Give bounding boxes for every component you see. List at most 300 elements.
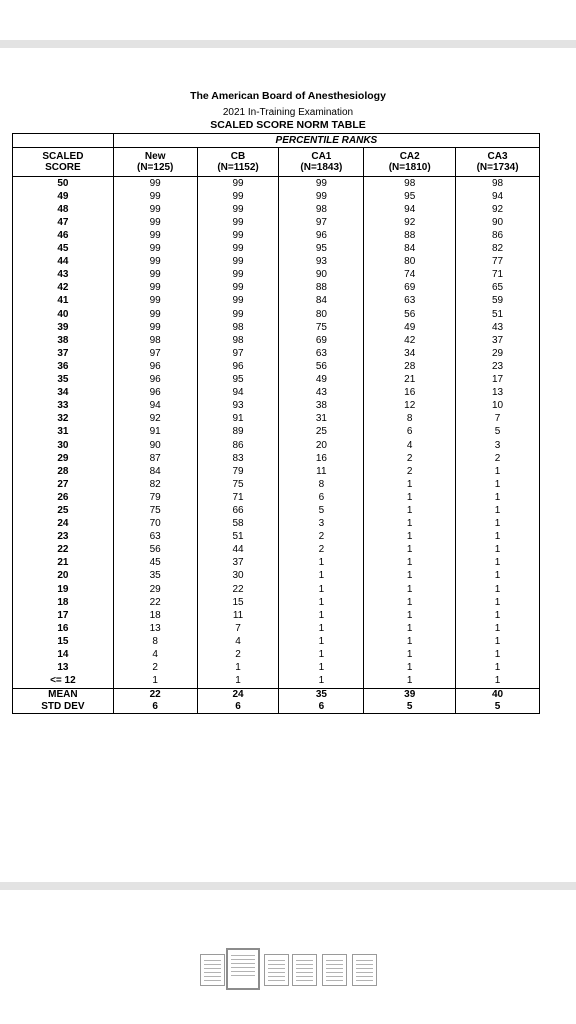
table-row — [13, 413, 540, 426]
percentile-cell: 44 — [197, 544, 279, 557]
percentile-cell: 82 — [113, 478, 197, 491]
table-row — [13, 557, 540, 570]
percentile-cell: 93 — [197, 400, 279, 413]
percentile-cell: 1 — [364, 635, 456, 648]
std-dev-row — [13, 701, 540, 714]
percentile-cell: 37 — [456, 334, 540, 347]
table-row — [13, 190, 540, 203]
percentile-cell: 1 — [364, 544, 456, 557]
percentile-cell: 99 — [113, 308, 197, 321]
scaled-score-cell: 28 — [13, 465, 114, 478]
mean-cell: 24 — [197, 688, 279, 701]
percentile-cell: 1 — [279, 570, 364, 583]
percentile-cell: 99 — [279, 177, 364, 191]
percentile-cell: 92 — [364, 216, 456, 229]
percentile-cell: 98 — [113, 334, 197, 347]
page-thumbnail[interactable] — [352, 954, 377, 986]
percentile-cell: 99 — [113, 190, 197, 203]
percentile-cell: 92 — [456, 203, 540, 216]
table-row — [13, 544, 540, 557]
column-header-count: (N=125) — [136, 162, 174, 174]
percentile-cell: 49 — [279, 374, 364, 387]
percentile-cell: 99 — [113, 203, 197, 216]
percentile-cell: 2 — [364, 465, 456, 478]
percentile-cell: 34 — [364, 347, 456, 360]
std-dev-cell: STD DEV — [13, 701, 114, 714]
percentile-cell: 90 — [279, 269, 364, 282]
column-header-2 — [197, 148, 279, 177]
percentile-cell: 35 — [113, 570, 197, 583]
page-thumbnail[interactable] — [264, 954, 289, 986]
percentile-cell: 1 — [364, 531, 456, 544]
scaled-score-cell: 21 — [13, 557, 114, 570]
percentile-cell: 17 — [456, 374, 540, 387]
percentile-cell: 83 — [197, 452, 279, 465]
scaled-score-cell: 38 — [13, 334, 114, 347]
percentile-cell: 97 — [279, 216, 364, 229]
percentile-cell: 38 — [279, 400, 364, 413]
percentile-cell: 1 — [364, 583, 456, 596]
page-thumbnail[interactable] — [226, 948, 260, 990]
table-row — [13, 583, 540, 596]
table-row — [13, 439, 540, 452]
std-dev-cell: 6 — [279, 701, 364, 714]
percentile-cell: 18 — [113, 609, 197, 622]
bottom-divider — [0, 882, 576, 890]
percentile-cell: 10 — [456, 400, 540, 413]
table-row — [13, 243, 540, 256]
percentile-cell: 49 — [364, 321, 456, 334]
scaled-score-cell: 45 — [13, 243, 114, 256]
percentile-cell: 71 — [456, 269, 540, 282]
percentile-cell: 1 — [456, 478, 540, 491]
percentile-cell: 16 — [364, 387, 456, 400]
column-header-name: CA2 — [399, 151, 420, 163]
percentile-cell: 1 — [364, 609, 456, 622]
table-row — [13, 622, 540, 635]
percentile-cell: 86 — [197, 439, 279, 452]
percentile-cell: 3 — [456, 439, 540, 452]
scaled-score-cell: 37 — [13, 347, 114, 360]
percentile-cell: 25 — [279, 426, 364, 439]
percentile-cell: 96 — [113, 374, 197, 387]
percentile-cell: 3 — [279, 518, 364, 531]
percentile-cell: 11 — [279, 465, 364, 478]
scaled-score-cell: 34 — [13, 387, 114, 400]
percentile-cell: 1 — [364, 675, 456, 689]
percentile-cell: 2 — [279, 544, 364, 557]
table-row — [13, 504, 540, 517]
percentile-cell: 94 — [113, 400, 197, 413]
table-row — [13, 203, 540, 216]
table-row — [13, 295, 540, 308]
scaled-score-cell: 16 — [13, 622, 114, 635]
scaled-score-cell: 35 — [13, 374, 114, 387]
percentile-cell: 42 — [364, 334, 456, 347]
percentile-cell: 1 — [456, 504, 540, 517]
percentile-cell: 15 — [197, 596, 279, 609]
percentile-cell: 1 — [456, 662, 540, 675]
column-header-0 — [13, 148, 114, 177]
percentile-cell: 1 — [364, 648, 456, 661]
percentile-cell: 30 — [197, 570, 279, 583]
table-row — [13, 308, 540, 321]
scaled-score-cell: 36 — [13, 360, 114, 373]
percentile-cell: 1 — [279, 675, 364, 689]
page-thumbnail[interactable] — [200, 954, 225, 986]
percentile-cell: 91 — [197, 413, 279, 426]
percentile-cell: 1 — [456, 465, 540, 478]
percentile-cell: 99 — [197, 308, 279, 321]
percentile-cell: 71 — [197, 491, 279, 504]
percentile-cell: 16 — [279, 452, 364, 465]
percentile-cell: 51 — [197, 531, 279, 544]
percentile-cell: 92 — [113, 413, 197, 426]
table-row — [13, 609, 540, 622]
percentile-cell: 37 — [197, 557, 279, 570]
percentile-cell: 63 — [364, 295, 456, 308]
percentile-cell: 1 — [364, 557, 456, 570]
percentile-cell: 1 — [456, 648, 540, 661]
column-header-count: (N=1843) — [300, 162, 343, 174]
table-row — [13, 465, 540, 478]
percentile-cell: 69 — [279, 334, 364, 347]
percentile-cell: 90 — [113, 439, 197, 452]
percentile-cell: 1 — [364, 504, 456, 517]
percentile-cell: 1 — [279, 648, 364, 661]
table-row — [13, 177, 540, 191]
percentile-cell: 2 — [279, 531, 364, 544]
percentile-cell: 99 — [197, 282, 279, 295]
percentile-cell: 1 — [456, 491, 540, 504]
norm-table — [12, 133, 540, 714]
percentile-cell: 99 — [197, 256, 279, 269]
table-row — [13, 269, 540, 282]
scaled-score-cell: 15 — [13, 635, 114, 648]
scaled-score-cell: 33 — [13, 400, 114, 413]
percentile-cell: 63 — [113, 531, 197, 544]
scaled-score-cell: 25 — [13, 504, 114, 517]
scaled-score-cell: 23 — [13, 531, 114, 544]
percentile-cell: 13 — [456, 387, 540, 400]
org-title: The American Board of Anesthesiology — [190, 90, 386, 102]
corner-cell — [13, 134, 114, 148]
percentile-cell: 99 — [279, 190, 364, 203]
document-header — [0, 89, 576, 132]
scaled-score-cell: 50 — [13, 177, 114, 191]
percentile-cell: 99 — [113, 177, 197, 191]
percentile-cell: 4 — [197, 635, 279, 648]
percentile-cell: 99 — [197, 177, 279, 191]
percentile-cell: 86 — [456, 229, 540, 242]
percentile-cell: 99 — [197, 190, 279, 203]
percentile-cell: 99 — [113, 243, 197, 256]
scaled-score-cell: 14 — [13, 648, 114, 661]
table-row — [13, 531, 540, 544]
percentile-cell: 5 — [456, 426, 540, 439]
scaled-score-cell: 48 — [13, 203, 114, 216]
scaled-score-cell: 24 — [13, 518, 114, 531]
percentile-cell: 99 — [113, 229, 197, 242]
table-row — [13, 282, 540, 295]
percentile-cell: 7 — [456, 413, 540, 426]
percentile-ranks-header: PERCENTILE RANKS — [113, 134, 539, 148]
percentile-cell: 99 — [197, 203, 279, 216]
table-row — [13, 374, 540, 387]
percentile-cell: 1 — [456, 596, 540, 609]
percentile-cell: 20 — [279, 439, 364, 452]
scaled-score-cell: 40 — [13, 308, 114, 321]
table-row — [13, 216, 540, 229]
percentile-cell: 98 — [197, 321, 279, 334]
top-bar — [0, 0, 576, 40]
table-row — [13, 256, 540, 269]
percentile-cell: 31 — [279, 413, 364, 426]
column-header-count: (N=1734) — [476, 162, 519, 174]
percentile-cell: 51 — [456, 308, 540, 321]
percentile-cell: 75 — [113, 504, 197, 517]
percentile-cell: 89 — [197, 426, 279, 439]
percentile-cell: 43 — [279, 387, 364, 400]
table-row — [13, 347, 540, 360]
scaled-score-cell: 39 — [13, 321, 114, 334]
column-header-4 — [364, 148, 456, 177]
percentile-cell: 1 — [197, 675, 279, 689]
scaled-score-cell: <= 12 — [13, 675, 114, 689]
percentile-cell: 99 — [113, 295, 197, 308]
percentile-cell: 66 — [197, 504, 279, 517]
percentile-cell: 75 — [279, 321, 364, 334]
percentile-cell: 1 — [279, 635, 364, 648]
percentile-cell: 97 — [113, 347, 197, 360]
percentile-cell: 1 — [456, 531, 540, 544]
scaled-score-cell: 19 — [13, 583, 114, 596]
percentile-cell: 99 — [197, 295, 279, 308]
percentile-cell: 1 — [456, 609, 540, 622]
percentile-cell: 63 — [279, 347, 364, 360]
table-row — [13, 675, 540, 689]
mean-cell: 39 — [364, 688, 456, 701]
percentile-cell: 1 — [364, 478, 456, 491]
percentile-cell: 1 — [279, 609, 364, 622]
mean-row — [13, 688, 540, 701]
percentile-cell: 1 — [456, 570, 540, 583]
percentile-cell: 8 — [279, 478, 364, 491]
scaled-score-cell: 31 — [13, 426, 114, 439]
percentile-cell: 1 — [279, 596, 364, 609]
percentile-cell: 99 — [113, 321, 197, 334]
table-row — [13, 360, 540, 373]
percentile-cell: 4 — [113, 648, 197, 661]
scaled-score-cell: 17 — [13, 609, 114, 622]
percentile-cell: 2 — [456, 452, 540, 465]
percentile-cell: 95 — [197, 374, 279, 387]
table-row — [13, 648, 540, 661]
percentile-cell: 1 — [456, 518, 540, 531]
column-header-count: SCORE — [45, 162, 81, 174]
percentile-cell: 88 — [364, 229, 456, 242]
scaled-score-cell: 46 — [13, 229, 114, 242]
scaled-score-cell: 32 — [13, 413, 114, 426]
percentile-cell: 84 — [113, 465, 197, 478]
percentile-cell: 8 — [364, 413, 456, 426]
percentile-cell: 96 — [113, 360, 197, 373]
column-header-name: CA1 — [311, 151, 332, 163]
table-row — [13, 452, 540, 465]
percentile-cell: 58 — [197, 518, 279, 531]
percentile-cell: 59 — [456, 295, 540, 308]
std-dev-cell: 6 — [197, 701, 279, 714]
percentile-cell: 69 — [364, 282, 456, 295]
percentile-cell: 98 — [279, 203, 364, 216]
percentile-cell: 99 — [113, 216, 197, 229]
percentile-cell: 1 — [364, 622, 456, 635]
percentile-cell: 90 — [456, 216, 540, 229]
table-row — [13, 400, 540, 413]
table-row — [13, 426, 540, 439]
percentile-cell: 28 — [364, 360, 456, 373]
table-row — [13, 334, 540, 347]
percentile-cell: 1 — [197, 662, 279, 675]
std-dev-cell: 6 — [113, 701, 197, 714]
percentile-cell: 75 — [197, 478, 279, 491]
table-row — [13, 518, 540, 531]
percentile-cell: 1 — [364, 518, 456, 531]
percentile-cell: 11 — [197, 609, 279, 622]
percentile-cell: 79 — [113, 491, 197, 504]
percentile-cell: 94 — [197, 387, 279, 400]
percentile-cell: 4 — [364, 439, 456, 452]
percentile-cell: 99 — [113, 282, 197, 295]
percentile-cell: 80 — [279, 308, 364, 321]
percentile-cell: 1 — [364, 491, 456, 504]
column-header-name: New — [144, 151, 166, 163]
percentile-cell: 7 — [197, 622, 279, 635]
scaled-score-cell: 43 — [13, 269, 114, 282]
percentile-cell: 21 — [364, 374, 456, 387]
percentile-cell: 65 — [456, 282, 540, 295]
table-row — [13, 387, 540, 400]
percentile-cell: 94 — [364, 203, 456, 216]
percentile-cell: 94 — [456, 190, 540, 203]
percentile-cell: 99 — [113, 256, 197, 269]
scaled-score-cell: 13 — [13, 662, 114, 675]
percentile-cell: 5 — [279, 504, 364, 517]
percentile-cell: 56 — [279, 360, 364, 373]
percentile-cell: 1 — [279, 622, 364, 635]
percentile-cell: 87 — [113, 452, 197, 465]
scaled-score-cell: 30 — [13, 439, 114, 452]
percentile-cell: 43 — [456, 321, 540, 334]
percentile-cell: 1 — [364, 570, 456, 583]
percentile-cell: 96 — [279, 229, 364, 242]
percentile-cell: 1 — [456, 622, 540, 635]
table-row — [13, 478, 540, 491]
percentile-cell: 79 — [197, 465, 279, 478]
percentile-cell: 1 — [279, 662, 364, 675]
percentile-cell: 56 — [113, 544, 197, 557]
percentile-cell: 22 — [197, 583, 279, 596]
percentile-cell: 1 — [279, 583, 364, 596]
percentile-cell: 99 — [197, 229, 279, 242]
percentile-cell: 45 — [113, 557, 197, 570]
percentile-cell: 1 — [456, 557, 540, 570]
percentile-cell: 1 — [364, 596, 456, 609]
table-row — [13, 321, 540, 334]
column-header-count: (N=1810) — [388, 162, 431, 174]
page-thumbnail[interactable] — [322, 954, 347, 986]
percentile-cell: 1 — [456, 583, 540, 596]
table-row — [13, 596, 540, 609]
scaled-score-cell: 42 — [13, 282, 114, 295]
scaled-score-cell: 18 — [13, 596, 114, 609]
column-header-count: (N=1152) — [217, 162, 259, 174]
mean-cell: 35 — [279, 688, 364, 701]
percentile-cell: 29 — [456, 347, 540, 360]
percentile-cell: 1 — [364, 662, 456, 675]
percentile-cell: 98 — [456, 177, 540, 191]
scaled-score-cell: 29 — [13, 452, 114, 465]
percentile-cell: 74 — [364, 269, 456, 282]
column-header-1 — [113, 148, 197, 177]
percentile-cell: 99 — [197, 216, 279, 229]
scaled-score-cell: 41 — [13, 295, 114, 308]
document-page — [0, 48, 576, 882]
percentile-cell: 99 — [197, 243, 279, 256]
page-thumbnail[interactable] — [292, 954, 317, 986]
mean-cell: MEAN — [13, 688, 114, 701]
percentile-cell: 56 — [364, 308, 456, 321]
percentile-cell: 96 — [197, 360, 279, 373]
std-dev-cell: 5 — [456, 701, 540, 714]
percentile-cell: 12 — [364, 400, 456, 413]
percentile-cell: 23 — [456, 360, 540, 373]
column-header-name: SCALED — [42, 151, 84, 163]
mean-cell: 22 — [113, 688, 197, 701]
percentile-cell: 1 — [456, 544, 540, 557]
table-row — [13, 635, 540, 648]
percentile-cell: 6 — [364, 426, 456, 439]
percentile-cell: 77 — [456, 256, 540, 269]
scaled-score-cell: 20 — [13, 570, 114, 583]
percentile-cell: 97 — [197, 347, 279, 360]
percentile-cell: 2 — [364, 452, 456, 465]
table-row — [13, 570, 540, 583]
percentile-cell: 95 — [279, 243, 364, 256]
table-row — [13, 662, 540, 675]
percentile-cell: 1 — [279, 557, 364, 570]
column-header-name: CB — [230, 151, 246, 163]
table-row — [13, 229, 540, 242]
percentile-cell: 91 — [113, 426, 197, 439]
percentile-cell: 29 — [113, 583, 197, 596]
percentile-cell: 82 — [456, 243, 540, 256]
top-divider — [0, 40, 576, 48]
percentile-cell: 6 — [279, 491, 364, 504]
mean-cell: 40 — [456, 688, 540, 701]
percentile-cell: 99 — [113, 269, 197, 282]
percentile-cell: 13 — [113, 622, 197, 635]
std-dev-cell: 5 — [364, 701, 456, 714]
scaled-score-cell: 26 — [13, 491, 114, 504]
percentile-cell: 93 — [279, 256, 364, 269]
percentile-cell: 95 — [364, 190, 456, 203]
scaled-score-cell: 44 — [13, 256, 114, 269]
column-header-5 — [456, 148, 540, 177]
percentile-cell: 88 — [279, 282, 364, 295]
exam-subtitle: 2021 In-Training Examination — [222, 107, 354, 118]
column-header-3 — [279, 148, 364, 177]
